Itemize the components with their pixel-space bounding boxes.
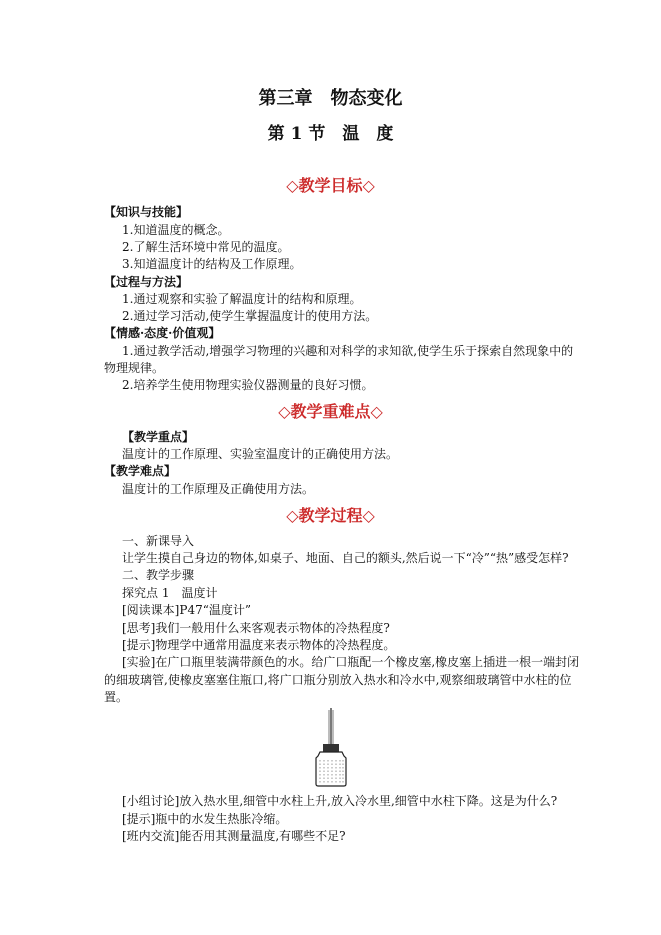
process-method-item-1: 1.通过观察和实验了解温度计的结构和原理。: [122, 292, 362, 306]
focus-text: 温度计的工作原理、实验室温度计的正确使用方法。: [122, 447, 399, 461]
chapter-title: 第三章 物态变化: [258, 88, 403, 109]
read-text: [阅读课本]P47“温度计”: [122, 603, 251, 617]
focus-label: 【教学重点】: [122, 430, 195, 444]
key-points-heading: ◇教学重难点◇: [278, 402, 383, 421]
experiment-line-3: 置。: [104, 690, 129, 704]
process-method-label: 【过程与方法】: [104, 275, 189, 289]
experiment-line-1: [实验]在广口瓶里装满带颜色的水。给广口瓶配一个橡皮塞,橡皮塞上插进一根一端封闭: [122, 655, 580, 669]
experiment-line-2: 的细玻璃管,使橡皮塞塞住瓶口,将广口瓶分别放入热水和冷水中,观察细玻璃管中水柱的位: [104, 673, 572, 687]
attitude-item-2: 2.培养学生使用物理实验仪器测量的良好习惯。: [122, 378, 374, 392]
attitude-item-1-line-1: 1.通过教学活动,增强学习物理的兴趣和对科学的求知欲,使学生乐于探索自然现象中的: [122, 344, 574, 358]
flask-thermometer-figure: [308, 706, 354, 788]
difficulty-text: 温度计的工作原理及正确使用方法。: [122, 482, 315, 496]
hint-1-text: [提示]物理学中通常用温度来表示物体的冷热程度。: [122, 638, 396, 652]
section-title: 第 1 节 温 度: [267, 124, 394, 144]
process-method-item-2: 2.通过学习活动,使学生掌握温度计的使用方法。: [122, 309, 378, 323]
rubber-stopper: [323, 744, 339, 752]
knowledge-item-1: 1.知道温度的概念。: [122, 223, 230, 237]
point-1-title: 探究点 1 温度计: [122, 586, 218, 600]
think-text: [思考]我们一般用什么来客观表示物体的冷热程度?: [122, 621, 390, 635]
group-discussion-text: [小组讨论]放入热水里,细管中水柱上升,放入冷水里,细管中水柱下降。这是为什么?: [122, 794, 558, 808]
knowledge-item-3: 3.知道温度计的结构及工作原理。: [122, 257, 302, 271]
hint-2-text: [提示]瓶中的水发生热胀冷缩。: [122, 812, 288, 826]
steps-title: 二、教学步骤: [122, 568, 195, 582]
attitude-label: 【情感·态度·价值观】: [104, 326, 221, 340]
objectives-heading: ◇教学目标◇: [286, 176, 375, 195]
colored-water: [320, 760, 343, 784]
knowledge-label: 【知识与技能】: [104, 205, 189, 219]
knowledge-item-2: 2.了解生活环境中常见的温度。: [122, 240, 290, 254]
attitude-item-1-line-2: 物理规律。: [104, 361, 165, 375]
intro-title: 一、新课导入: [122, 534, 195, 548]
intro-text: 让学生摸自己身边的物体,如桌子、地面、自己的额头,然后说一下“冷”“热”感受怎样?: [122, 551, 569, 565]
wide-mouth-bottle: [316, 752, 346, 786]
process-heading: ◇教学过程◇: [286, 506, 375, 525]
class-exchange-text: [班内交流]能否用其测量温度,有哪些不足?: [122, 829, 346, 843]
difficulty-label: 【教学难点】: [104, 464, 177, 478]
